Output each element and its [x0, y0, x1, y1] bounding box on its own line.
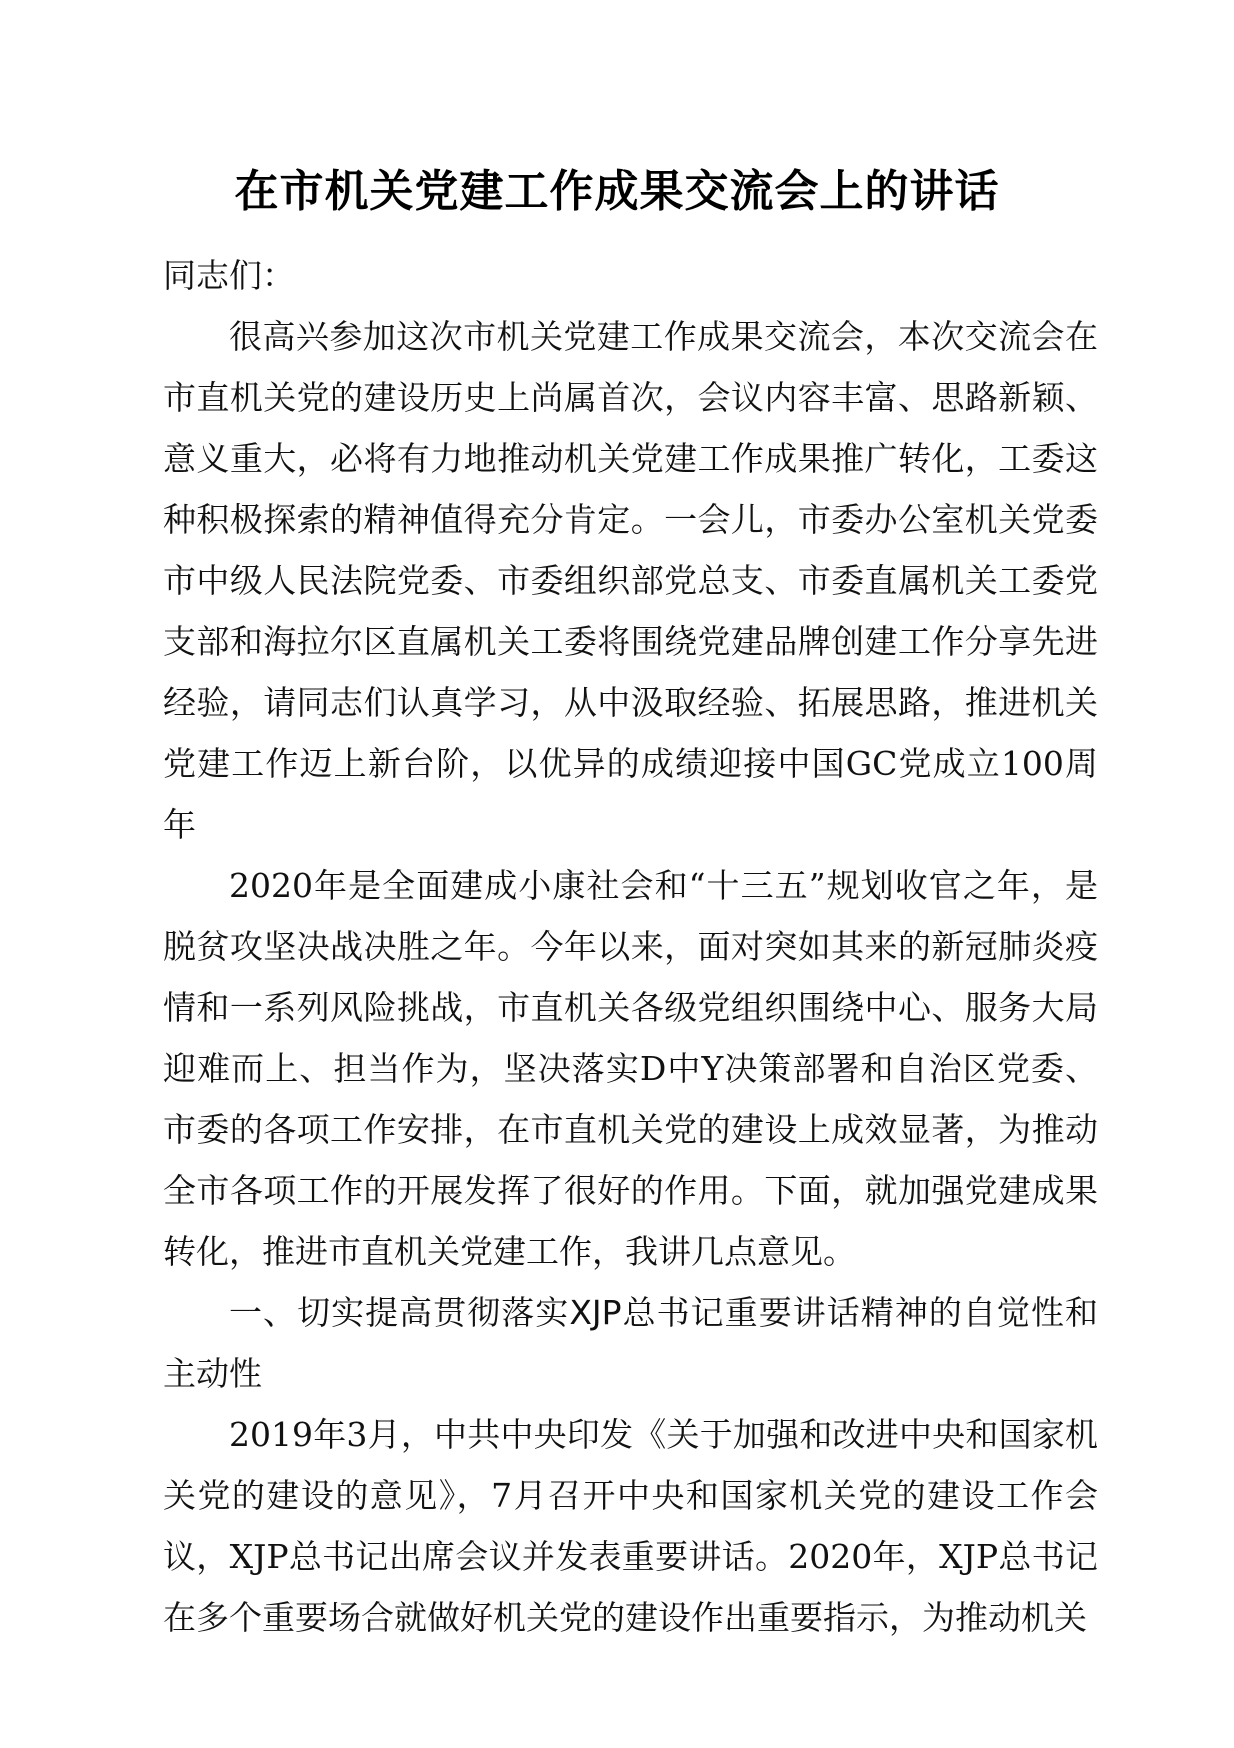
document-body	[163, 245, 1098, 1648]
paragraph-2019-background: 2019年3月，中共中央印发《关于加强和改进中央和国家机关党的建设的意见》，7月召开中央和国家机关党的建设工作会议，XJP总书记出席会议并发表重要讲话。2020年，XJP总书记在多个重要场合就做好机关党的建设作出重要指示，为推动机关	[163, 1415, 1098, 1637]
document-title: 在市机关党建工作成果交流会上的讲话	[234, 166, 1000, 217]
salutation: 同志们：	[163, 256, 295, 295]
paragraph-2020-review: 2020年是全面建成小康社会和“十三五”规划收官之年，是脱贫攻坚决战决胜之年。今年以来，面对突如其来的新冠肺炎疫情和一系列风险挑战，市直机关各级党组织围绕中心、服务大局迎难而上、担当作为，坚决落实D中Y决策部署和自治区党委、市委的各项工作安排，在市直机关党的建设上成效显著，为推动全市各项工作的开展发挥了很好的作用。下面，就加强党建成果转化，推进市直机关党建工作，我讲几点意见。	[163, 866, 1098, 1271]
section-heading: 一、切实提高贯彻落实XJP总书记重要讲话精神的自觉性和主动性	[163, 1293, 1098, 1393]
paragraph-opening: 很高兴参加这次市机关党建工作成果交流会，本次交流会在市直机关党的建设历史上尚属首次，会议内容丰富、思路新颖、意义重大，必将有力地推动机关党建工作成果推广转化，工委这种积极探索的精神值得充分肯定。一会儿，市委办公室机关党委市中级人民法院党委、市委组织部党总支、市委直属机关工委党支部和海拉尔区直属机关工委将围绕党建品牌创建工作分享先进经验，请同志们认真学习，从中汲取经验、拓展思路，推进机关党建工作迈上新台阶，以优异的成绩迎接中国GC党成立100周年	[163, 317, 1098, 844]
